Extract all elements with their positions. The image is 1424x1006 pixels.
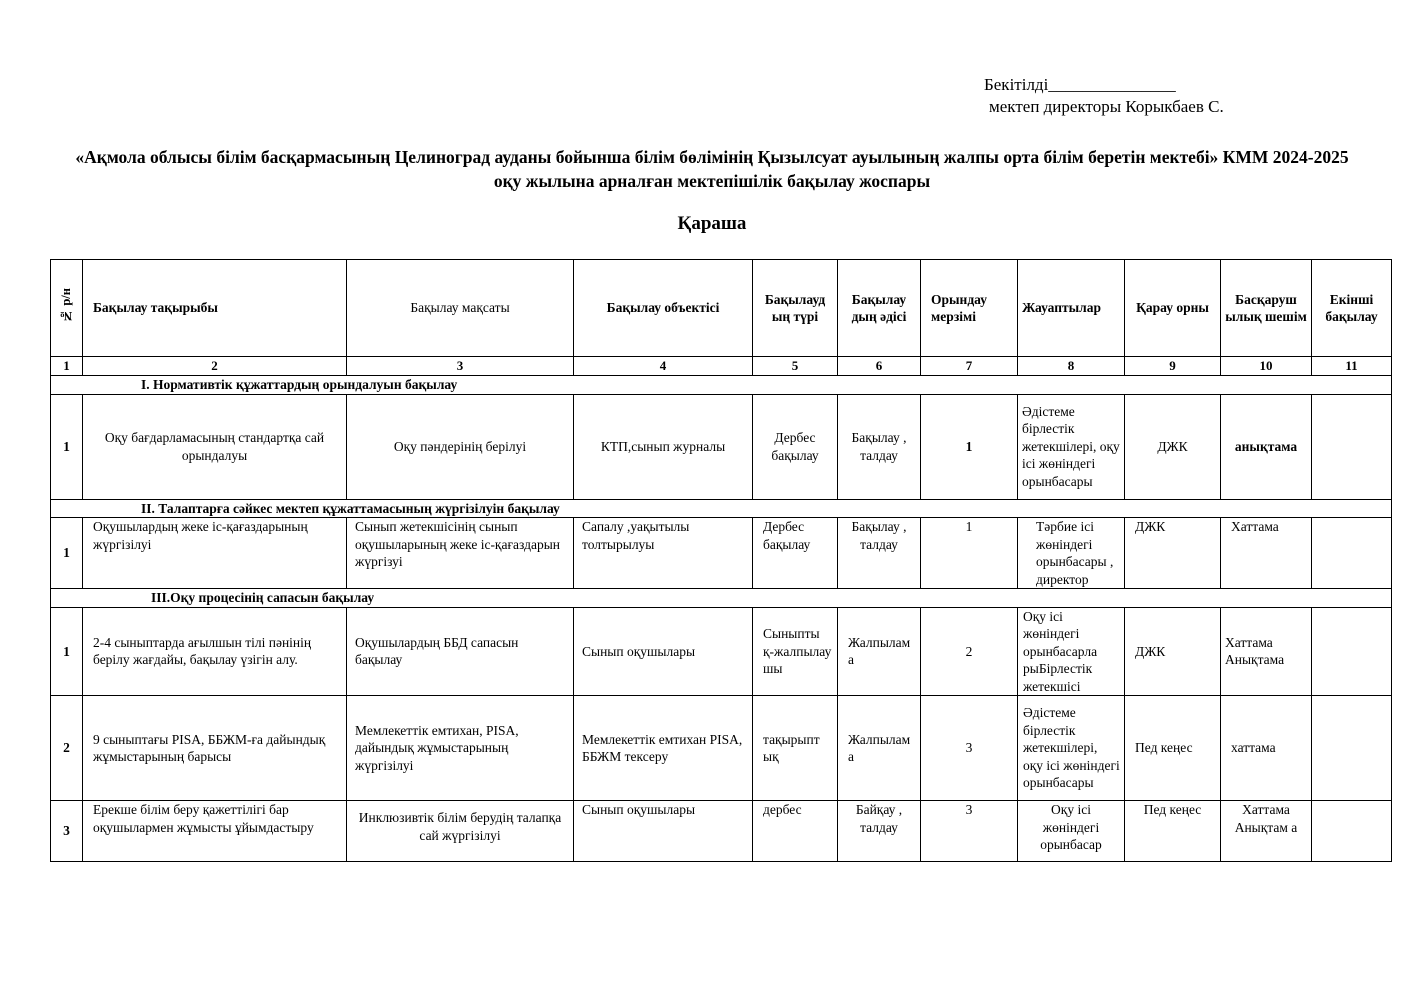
section-heading-row — [51, 376, 1392, 395]
cell-type: Дербес бақылау — [753, 518, 838, 589]
cell-object: КТП,сынып журналы — [574, 394, 753, 499]
cell-second-control — [1312, 394, 1392, 499]
cell-decision: хаттама — [1221, 696, 1312, 801]
cell-deadline: 1 — [921, 394, 1018, 499]
approval-block — [984, 74, 1224, 118]
cell-topic: Ерекше білім беру қажеттілігі бар оқушылармен жұмысты ұйымдастыру — [83, 801, 347, 862]
col-number: 6 — [838, 357, 921, 376]
col-header-deadline: Орындау мерзімі — [921, 260, 1018, 357]
col-number: 9 — [1125, 357, 1221, 376]
cell-method: Бақылау , талдау — [838, 518, 921, 589]
col-header-number: № р/н — [51, 260, 83, 357]
col-number: 7 — [921, 357, 1018, 376]
cell-responsible: Оқу ісі жөніндегі орынбасар — [1018, 801, 1125, 862]
document-title: «Ақмола облысы білім басқармасының Целиноград ауданы бойынша білім бөлімінің Қызылсуат ауылының жалпы орта білім беретін мектебі» КММ 2024-2025 оқу жылына арналған мектепішілік бақылау жоспары — [75, 147, 1349, 191]
cell-decision: Хаттама Анықтам а — [1221, 801, 1312, 862]
col-header-second-control: Екінші бақылау — [1312, 260, 1392, 357]
cell-second-control — [1312, 801, 1392, 862]
cell-type: дербес — [753, 801, 838, 862]
approval-line: Бекітілді_______________ — [984, 75, 1176, 94]
col-number: 11 — [1312, 357, 1392, 376]
col-header-decision: Басқаруш ылық шешім — [1221, 260, 1312, 357]
table-row — [51, 518, 1392, 589]
section-title: I. Нормативтік құжаттардың орындалуын бақылау — [51, 376, 1392, 395]
cell-object: Сынып оқушылары — [574, 607, 753, 696]
approval-signer: мектеп директоры Корыкбаев С. — [989, 97, 1224, 116]
cell-object: Сапалу ,уақытылы толтырылуы — [574, 518, 753, 589]
cell-goal: Оқушылардың ББД сапасын бақылау — [347, 607, 574, 696]
row-number: 1 — [51, 394, 83, 499]
cell-deadline: 2 — [921, 607, 1018, 696]
cell-topic: 2-4 сыныптарда ағылшын тілі пәнінің берілу жағдайы, бақылау үзігін алу. — [83, 607, 347, 696]
cell-topic: 9 сыныптағы PISA, ББЖМ-ға дайындық жұмыстарының барысы — [83, 696, 347, 801]
section-heading-row — [51, 589, 1392, 608]
cell-goal: Оқу пәндерінің берілуі — [347, 394, 574, 499]
cell-decision: Хаттама — [1221, 518, 1312, 589]
header-row — [51, 260, 1392, 357]
cell-type: Сыныпты қ-жалпылау шы — [753, 607, 838, 696]
cell-review-place: Пед кеңес — [1125, 801, 1221, 862]
section-title: III.Оқу процесінің сапасын бақылау — [51, 589, 1392, 608]
cell-second-control — [1312, 518, 1392, 589]
cell-decision: анықтама — [1221, 394, 1312, 499]
col-header-object: Бақылау объектісі — [574, 260, 753, 357]
cell-type: Дербес бақылау — [753, 394, 838, 499]
cell-responsible: Әдістеме бірлестік жетекшілері, оқу ісі жөніндегі орынбасары — [1018, 394, 1125, 499]
col-header-method: Бақылау дың әдісі — [838, 260, 921, 357]
cell-deadline: 3 — [921, 801, 1018, 862]
cell-review-place: ДЖК — [1125, 394, 1221, 499]
cell-type: тақырыпт ық — [753, 696, 838, 801]
table-row — [51, 801, 1392, 862]
cell-goal: Сынып жетекшісінің сынып оқушыларының жеке іс-қағаздарын жүргізуі — [347, 518, 574, 589]
table-row — [51, 696, 1392, 801]
table-row — [51, 607, 1392, 696]
col-number: 8 — [1018, 357, 1125, 376]
month-heading: Қараша — [677, 213, 747, 234]
col-number: 10 — [1221, 357, 1312, 376]
row-number: 3 — [51, 801, 83, 862]
cell-method: Байқау , талдау — [838, 801, 921, 862]
col-header-responsible: Жауаптылар — [1018, 260, 1125, 357]
row-number: 1 — [51, 518, 83, 589]
cell-method: Жалпылам а — [838, 696, 921, 801]
col-header-review-place: Қарау орны — [1125, 260, 1221, 357]
cell-second-control — [1312, 607, 1392, 696]
col-number: 1 — [51, 357, 83, 376]
cell-review-place: ДЖК — [1125, 607, 1221, 696]
row-number: 1 — [51, 607, 83, 696]
cell-responsible: Оқу ісі жөніндегі орынбасарла рыБірлестік жетекшісі — [1018, 607, 1125, 696]
column-number-row — [51, 357, 1392, 376]
cell-goal: Мемлекеттік емтихан, PISA, дайындық жұмыстарының жүргізілуі — [347, 696, 574, 801]
row-number: 2 — [51, 696, 83, 801]
cell-review-place: Пед кеңес — [1125, 696, 1221, 801]
table-row — [51, 394, 1392, 499]
cell-responsible: Әдістеме бірлестік жетекшілері, оқу ісі жөніндегі орынбасары — [1018, 696, 1125, 801]
col-number: 3 — [347, 357, 574, 376]
cell-review-place: ДЖК — [1125, 518, 1221, 589]
col-number: 2 — [83, 357, 347, 376]
cell-second-control — [1312, 696, 1392, 801]
section-title: II. Талаптарға сәйкес мектеп құжаттамасының жүргізілуін бақылау — [51, 499, 1392, 518]
cell-goal: Инклюзивтік білім берудің талапқа сай жүргізілуі — [347, 801, 574, 862]
col-number: 4 — [574, 357, 753, 376]
cell-topic: Оқушылардың жеке іс-қағаздарының жүргізілуі — [83, 518, 347, 589]
cell-responsible: Тәрбие ісі жөніндегі орынбасары , директор — [1018, 518, 1125, 589]
cell-deadline: 1 — [921, 518, 1018, 589]
cell-topic: Оқу бағдарламасының стандартқа сай орындалуы — [83, 394, 347, 499]
cell-method: Бақылау , талдау — [838, 394, 921, 499]
col-number: 5 — [753, 357, 838, 376]
cell-object: Мемлекеттік емтихан PISA, ББЖМ тексеру — [574, 696, 753, 801]
cell-method: Жалпылам а — [838, 607, 921, 696]
col-header-type: Бақылауд ың түрі — [753, 260, 838, 357]
col-header-topic: Бақылау тақырыбы — [83, 260, 347, 357]
col-header-goal: Бақылау мақсаты — [347, 260, 574, 357]
cell-object: Сынып оқушылары — [574, 801, 753, 862]
cell-decision: Хаттама Анықтама — [1221, 607, 1312, 696]
control-plan-table — [50, 259, 1392, 862]
section-heading-row — [51, 499, 1392, 518]
cell-deadline: 3 — [921, 696, 1018, 801]
